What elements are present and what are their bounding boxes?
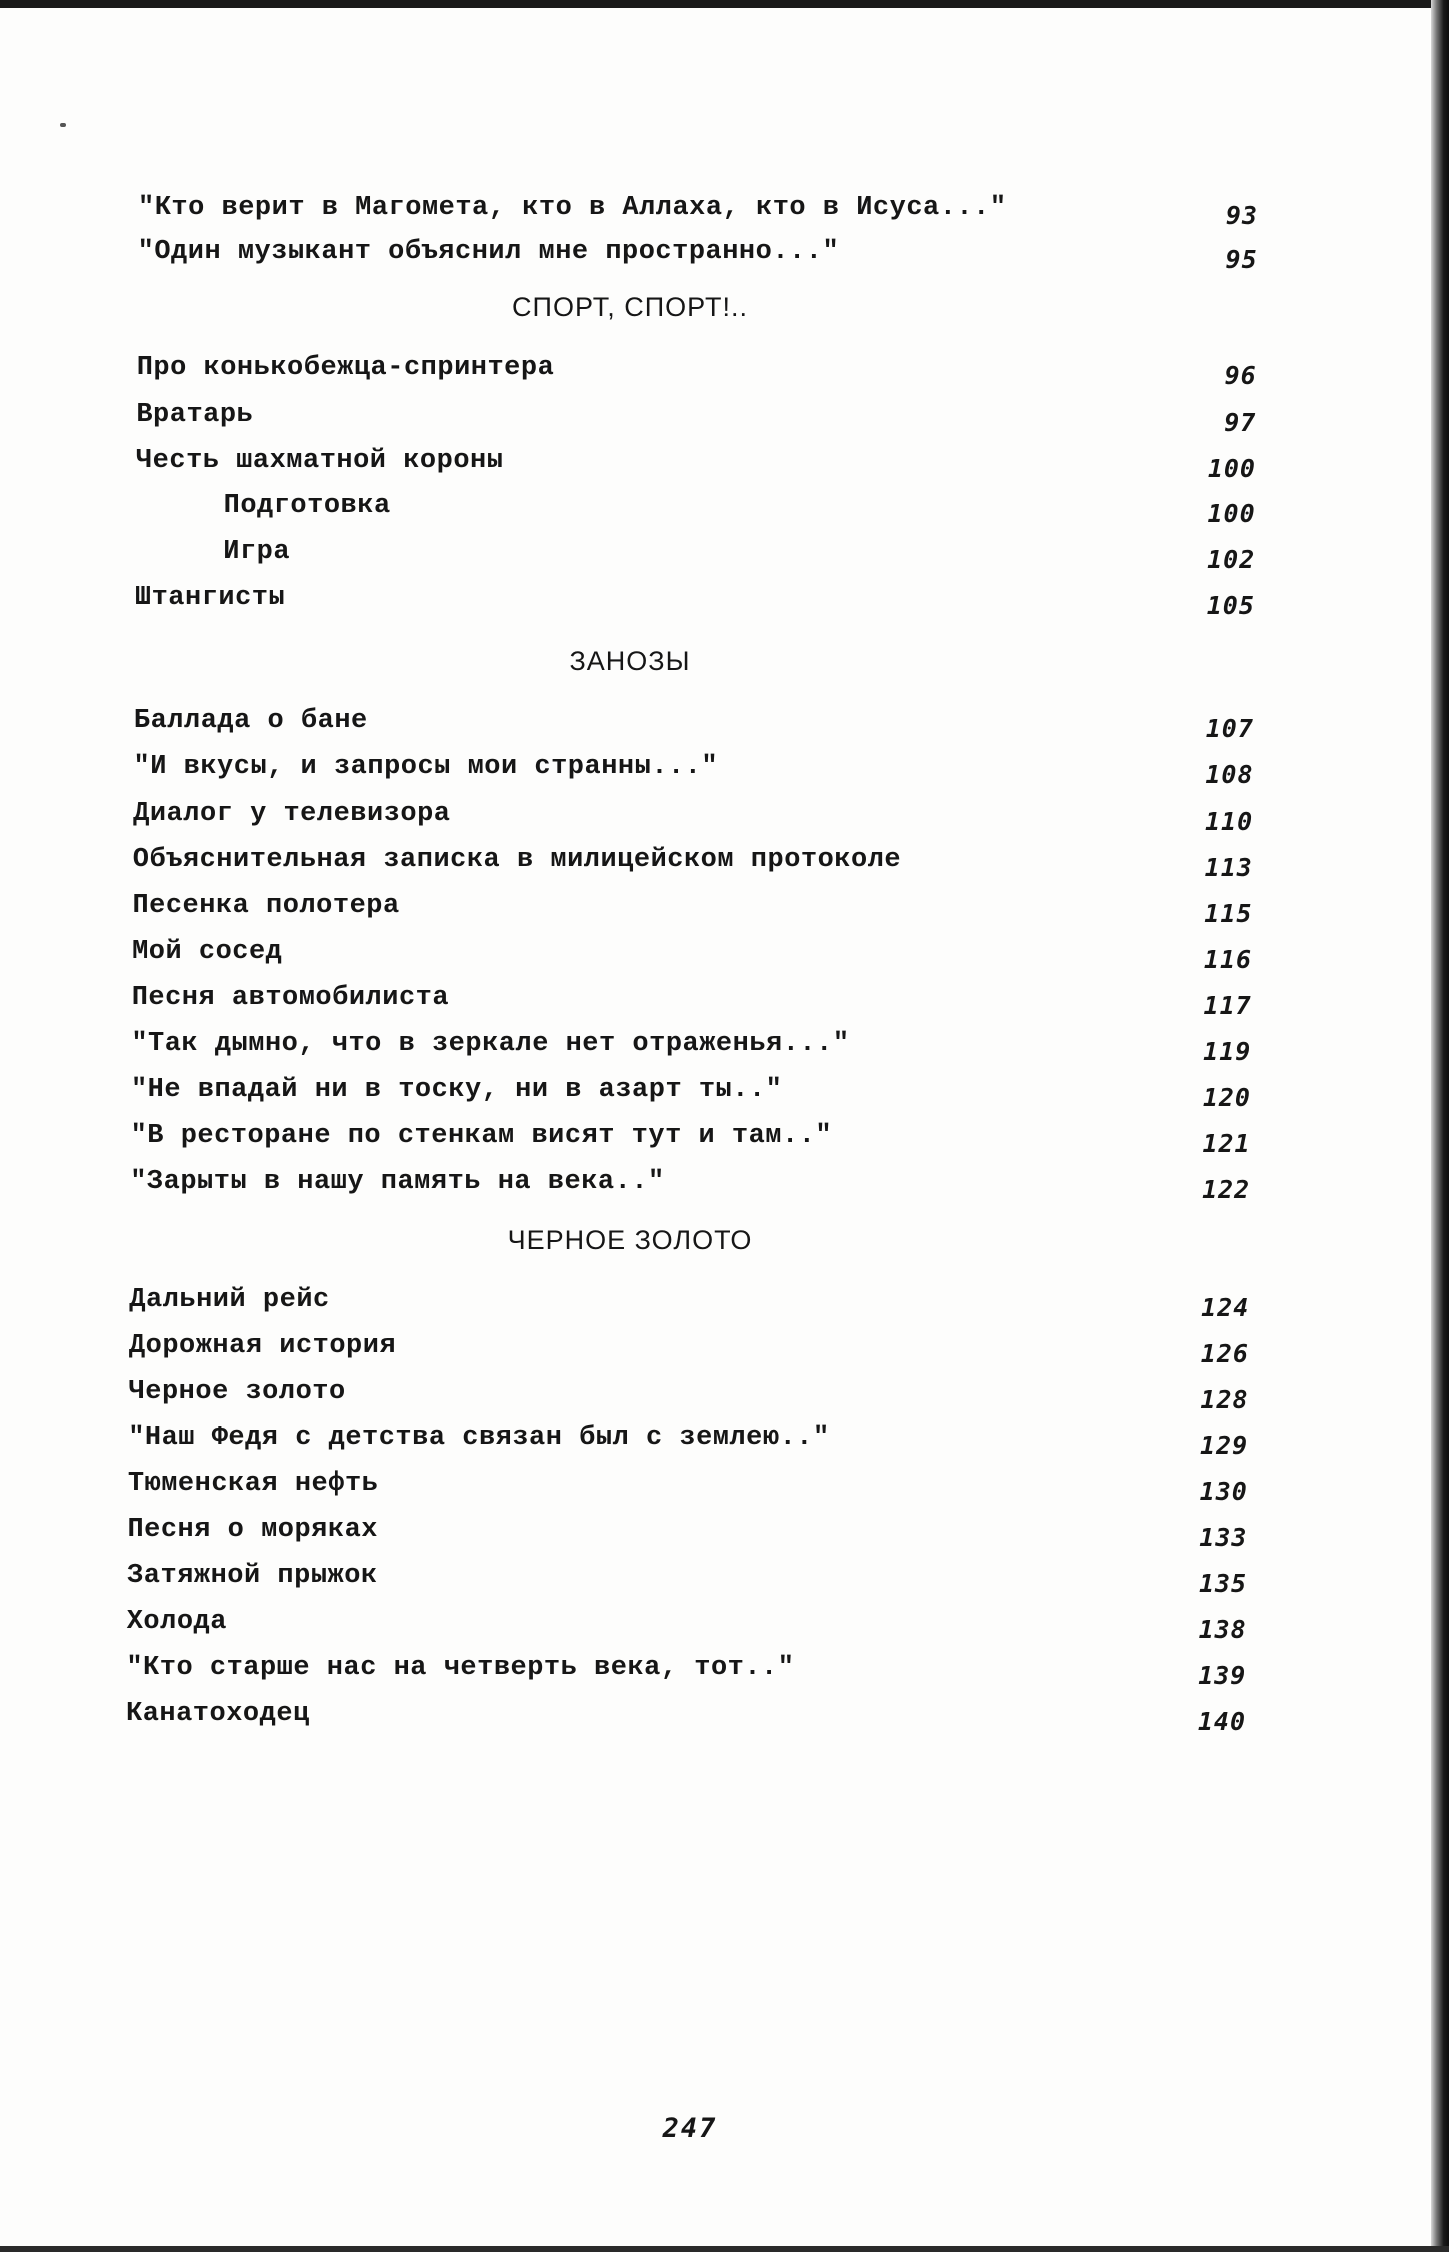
toc-entry <box>0 193 1449 239</box>
toc-entry-page-number: 93 <box>1225 201 1258 230</box>
toc-entry-title: Черное золото <box>128 1377 346 1407</box>
toc-entry <box>0 1607 1449 1653</box>
toc-entry-title: Подготовка <box>223 491 391 521</box>
toc-entry <box>0 583 1449 629</box>
toc-entry-title: Диалог у телевизора <box>133 799 451 829</box>
toc-entry-title: Игра <box>223 537 291 567</box>
toc-entry-title: Затяжной прыжок <box>127 1561 378 1591</box>
toc-entry-page-number: 124 <box>1201 1293 1250 1322</box>
toc-entry <box>0 1653 1449 1699</box>
toc-entry-page-number: 96 <box>1224 361 1257 390</box>
toc-entry-title: "Так дымно, что в зеркале нет отраженья..." <box>131 1029 850 1059</box>
toc-entry-title: "И вкусы, и запросы мои странны..." <box>133 752 719 782</box>
toc-entry-page-number: 116 <box>1203 945 1253 974</box>
toc-entry-title: Честь шахматной короны <box>135 446 504 476</box>
toc-entry-page-number: 108 <box>1205 760 1254 789</box>
toc-entry <box>0 1121 1449 1167</box>
toc-entry-page-number: 117 <box>1203 991 1252 1020</box>
toc-entry-page-number: 140 <box>1197 1707 1246 1736</box>
toc-entry-title: Дальний рейс <box>129 1285 330 1315</box>
toc-entry-title: Холода <box>126 1607 227 1637</box>
toc-entry-title: "Наш Федя с детства связан был с землею.." <box>128 1423 830 1453</box>
toc-entry-page-number: 113 <box>1204 853 1253 882</box>
toc-entry-title: Мой сосед <box>132 937 283 967</box>
section-heading: ЧЕРНОЕ ЗОЛОТО <box>507 1225 753 1255</box>
toc-entry-page-number: 135 <box>1198 1569 1248 1598</box>
toc-entry-page-number: 97 <box>1224 408 1257 437</box>
toc-entry-title: Про конькобежца-спринтера <box>136 353 555 383</box>
toc-entry-title: Песня о моряках <box>127 1515 378 1545</box>
toc-entry-title: "Кто верит в Магомета, кто в Аллаха, кто в Исуса..." <box>138 193 1007 223</box>
toc-entry-page-number: 100 <box>1207 499 1256 528</box>
toc-entry-title: Вратарь <box>136 400 254 430</box>
section-heading: ЗАНОЗЫ <box>569 646 691 676</box>
toc-entry <box>0 937 1449 983</box>
toc-entry <box>0 353 1449 399</box>
toc-entry-page-number: 128 <box>1200 1385 1249 1414</box>
toc-entry-page-number: 115 <box>1204 899 1253 928</box>
toc-entry-title: Дорожная история <box>128 1331 397 1361</box>
toc-entry <box>0 1377 1449 1423</box>
toc-entry-page-number: 121 <box>1202 1129 1251 1158</box>
toc-entry-page-number: 130 <box>1199 1477 1248 1506</box>
toc-entry-title: Песенка полотера <box>132 891 400 921</box>
toc-entry-title: Канатоходец <box>126 1699 310 1729</box>
toc-entry-page-number: 107 <box>1205 714 1254 743</box>
toc-entry-page-number: 102 <box>1207 545 1256 574</box>
toc-entry <box>0 1699 1449 1745</box>
toc-entry-title: Баллада о бане <box>133 706 368 736</box>
toc-entry <box>0 1285 1449 1331</box>
toc-entry-title: Объяснительная записка в милицейском протоколе <box>132 845 902 875</box>
toc-entry <box>0 799 1449 845</box>
toc-entry-page-number: 105 <box>1206 591 1255 620</box>
toc-entry-page-number: 119 <box>1203 1037 1252 1066</box>
toc-entry-page-number: 138 <box>1198 1615 1247 1644</box>
toc-entry-title: Песня автомобилиста <box>131 983 450 1013</box>
toc-entry-page-number: 139 <box>1198 1661 1247 1690</box>
toc-entry-title: Тюменская нефть <box>127 1469 379 1499</box>
toc-entry <box>0 1029 1449 1075</box>
toc-entry-title: "Кто старше нас на четверть века, тот.." <box>126 1653 795 1683</box>
toc-entry <box>0 1075 1449 1121</box>
toc-entry <box>0 1515 1449 1561</box>
toc-entry <box>0 706 1449 752</box>
toc-entry <box>0 237 1449 283</box>
toc-entry-page-number: 126 <box>1200 1339 1249 1368</box>
toc-entry-page-number: 110 <box>1205 807 1254 836</box>
toc-entry <box>0 446 1449 492</box>
toc-entry <box>0 1331 1449 1377</box>
toc-entry <box>0 400 1449 446</box>
toc-entry-page-number: 133 <box>1199 1523 1248 1552</box>
toc-entry-title: "Зарыты в нашу память на века.." <box>130 1167 665 1197</box>
toc-entry-page-number: 129 <box>1200 1431 1249 1460</box>
toc-entry <box>0 1469 1449 1515</box>
toc-entry-title: "Не впадай ни в тоску, ни в азарт ты.." <box>130 1075 783 1105</box>
toc-entry <box>0 1167 1449 1213</box>
page-number: 247 <box>662 2113 718 2144</box>
toc-entry-title: Штангисты <box>134 583 286 613</box>
toc-entry <box>0 891 1449 937</box>
toc-entry <box>0 1561 1449 1607</box>
toc-entry-title: "В ресторане по стенкам висят тут и там.." <box>130 1121 833 1151</box>
toc-entry-page-number: 100 <box>1207 454 1256 483</box>
toc-entry <box>0 1423 1449 1469</box>
toc-entry-page-number: 95 <box>1225 245 1258 274</box>
toc-entry <box>0 537 1449 583</box>
toc-entry <box>0 491 1449 537</box>
toc-entry-page-number: 120 <box>1202 1083 1251 1112</box>
toc-entry <box>0 845 1449 891</box>
toc-entry <box>0 752 1449 798</box>
section-heading: СПОРТ, СПОРТ!.. <box>512 292 748 322</box>
toc-entry-page-number: 122 <box>1202 1175 1251 1204</box>
toc-entry <box>0 983 1449 1029</box>
toc-entry-title: "Один музыкант объяснил мне пространно..." <box>137 237 840 267</box>
